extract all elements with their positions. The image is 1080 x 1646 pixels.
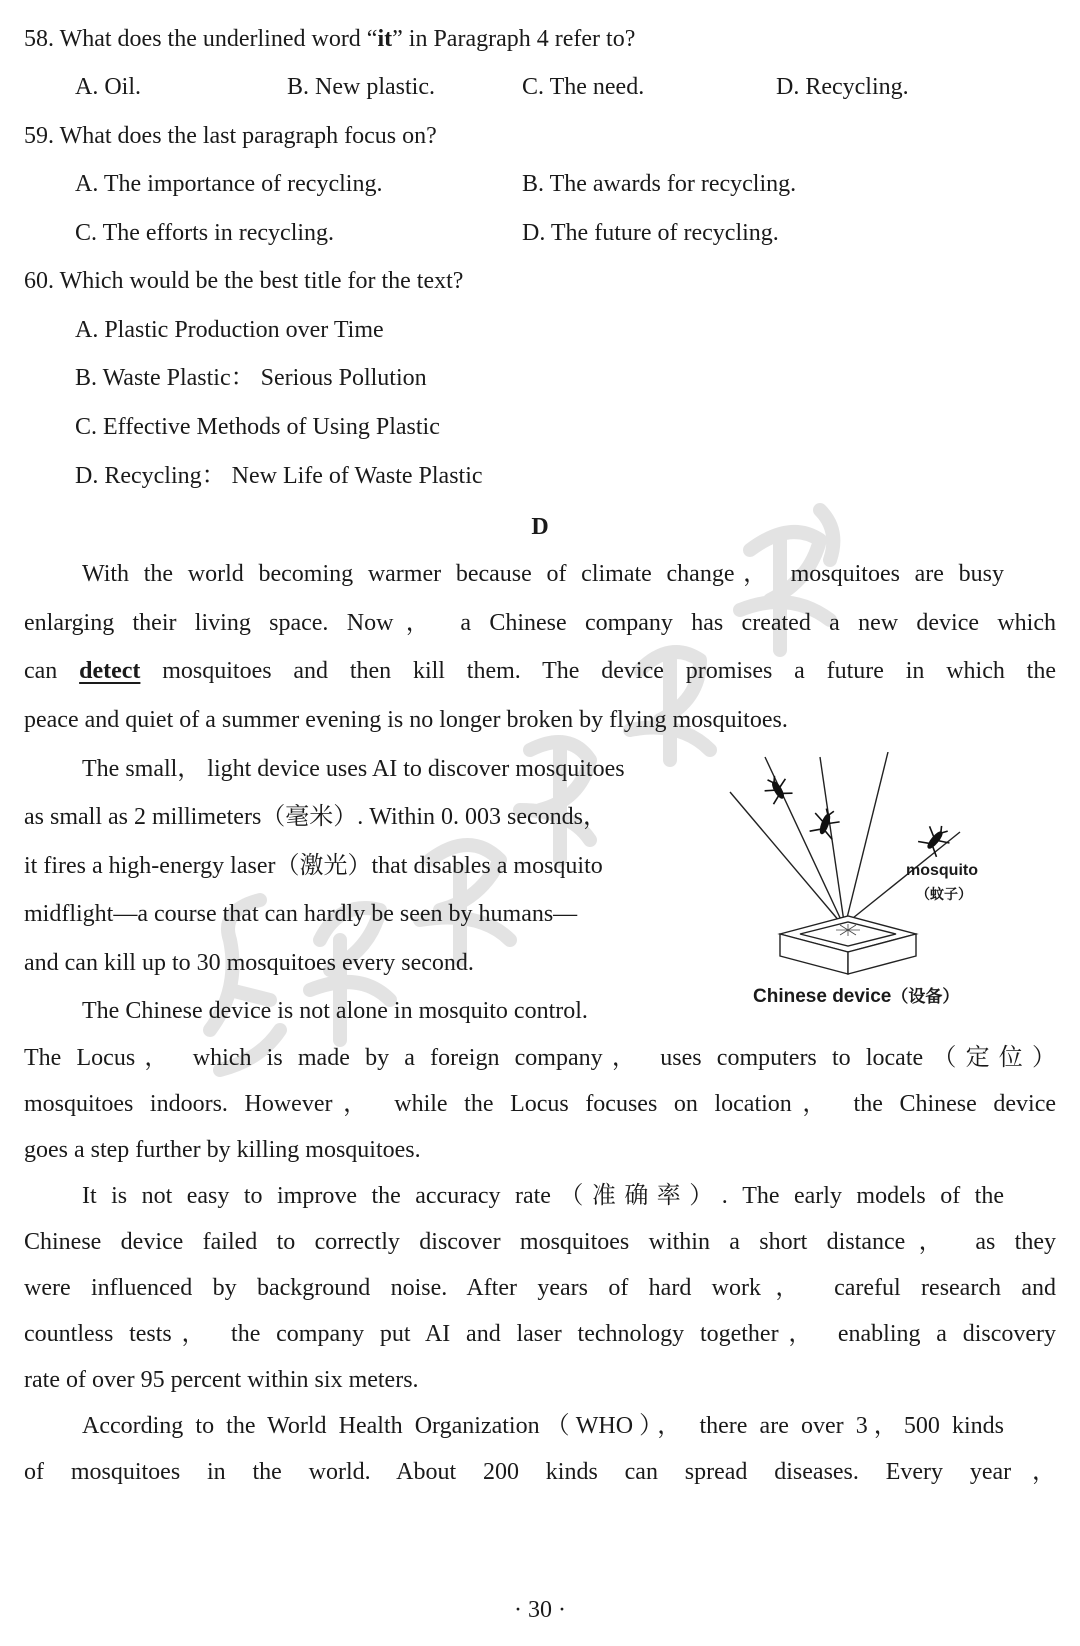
passage-p4-line-3: were influenced by background noise. After years of hard work， careful research and [24, 1275, 1056, 1301]
passage-p1-line-2: enlarging their living space. Now， a Chinese company has created a new device which [24, 610, 1056, 636]
question-58-keyword: it [377, 26, 393, 52]
laser-beam-4 [846, 752, 888, 922]
passage-p4-line-1: It is not easy to improve the accuracy rate（准确率）. The early models of the [82, 1183, 1004, 1209]
passage-p5-line-2: of mosquitoes in the world. About 200 kinds can spread diseases. Every year， [24, 1459, 1056, 1485]
passage-p1-line-3-post: mosquitoes and then kill them. The device promises a future in which the [140, 658, 1057, 684]
passage-p2-line-1: The small， light device uses AI to discover mosquitoes [82, 756, 625, 782]
passage-p1-line-4: peace and quiet of a summer evening is no longer broken by flying mosquitoes. [24, 707, 788, 733]
passage-p4-line-2: Chinese device failed to correctly discover mosquitoes within a short distance， as they [24, 1229, 1056, 1255]
question-58 [24, 24, 635, 54]
mosquito-icon [761, 772, 794, 805]
question-59: 59. What does the last paragraph focus on? [24, 123, 437, 149]
laser-beam-1 [730, 792, 840, 922]
device-label [753, 982, 959, 1008]
passage-p5-line-1: According to the World Health Organization（WHO）， there are over 3，500 kinds [82, 1413, 1004, 1439]
passage-p1-line-3 [24, 656, 1056, 686]
question-59-option-a: A. The importance of recycling. [75, 171, 383, 197]
passage-p3-line-4: goes a step further by killing mosquitoes. [24, 1137, 421, 1163]
question-58-option-a: A. Oil. [75, 74, 141, 100]
passage-p1-line-1: With the world becoming warmer because of climate change， mosquitoes are busy [82, 561, 1004, 587]
passage-p2-line-4: midflight—a course that can hardly be seen by humans— [24, 901, 578, 927]
passage-p2-line-3: it fires a high-energy laser（激光）that disables a mosquito [24, 853, 603, 879]
passage-p4-line-5: rate of over 95 percent within six meters. [24, 1367, 419, 1393]
section-heading: D [531, 514, 549, 540]
laser-device-drawing [720, 752, 1060, 982]
mosquito-cn-label: （蚊子） [916, 886, 972, 902]
mosquito-icon [809, 805, 843, 839]
question-60-option-d: D. Recycling： New Life of Waste Plastic [75, 463, 483, 489]
underlined-word-detect: detect [79, 658, 141, 684]
passage-p1-line-3-pre: can [24, 658, 80, 684]
passage-p3-line-1: The Chinese device is not alone in mosquito control. [82, 998, 588, 1024]
question-60: 60. Which would be the best title for the text? [24, 268, 464, 294]
question-58-option-d: D. Recycling. [776, 74, 909, 100]
mosquito-label: mosquito [906, 862, 978, 879]
laser-beam-2 [765, 757, 842, 922]
question-58-option-c: C. The need. [522, 74, 645, 100]
passage-p3-line-3: mosquitoes indoors. However， while the Locus focuses on location， the Chinese device [24, 1091, 1056, 1117]
question-58-text-before: 58. What does the underlined word “ [24, 26, 378, 52]
question-60-option-c: C. Effective Methods of Using Plastic [75, 414, 440, 440]
question-59-option-c: C. The efforts in recycling. [75, 220, 335, 246]
device-illustration [720, 752, 1060, 1037]
passage-p4-line-4: countless tests， the company put AI and laser technology together， enabling a discovery [24, 1321, 1056, 1347]
question-60-option-b: B. Waste Plastic： Serious Pollution [75, 365, 427, 391]
passage-p2-line-5: and can kill up to 30 mosquitoes every second. [24, 950, 474, 976]
question-58-text-after: ” in Paragraph 4 refer to? [392, 26, 636, 52]
passage-p3-line-2: The Locus， which is made by a foreign company， uses computers to locate（定位） [24, 1045, 1056, 1071]
question-59-option-d: D. The future of recycling. [522, 220, 779, 246]
question-59-option-b: B. The awards for recycling. [522, 171, 797, 197]
passage-p2-line-2: as small as 2 millimeters（毫米）. Within 0. 003 seconds， [24, 804, 607, 830]
device-label-cn: （设备） [891, 987, 960, 1006]
page-number: · 30 · [514, 1597, 566, 1623]
device-label-en: Chinese device [753, 986, 892, 1007]
question-60-option-a: A. Plastic Production over Time [75, 317, 384, 343]
question-58-option-b: B. New plastic. [287, 74, 435, 100]
